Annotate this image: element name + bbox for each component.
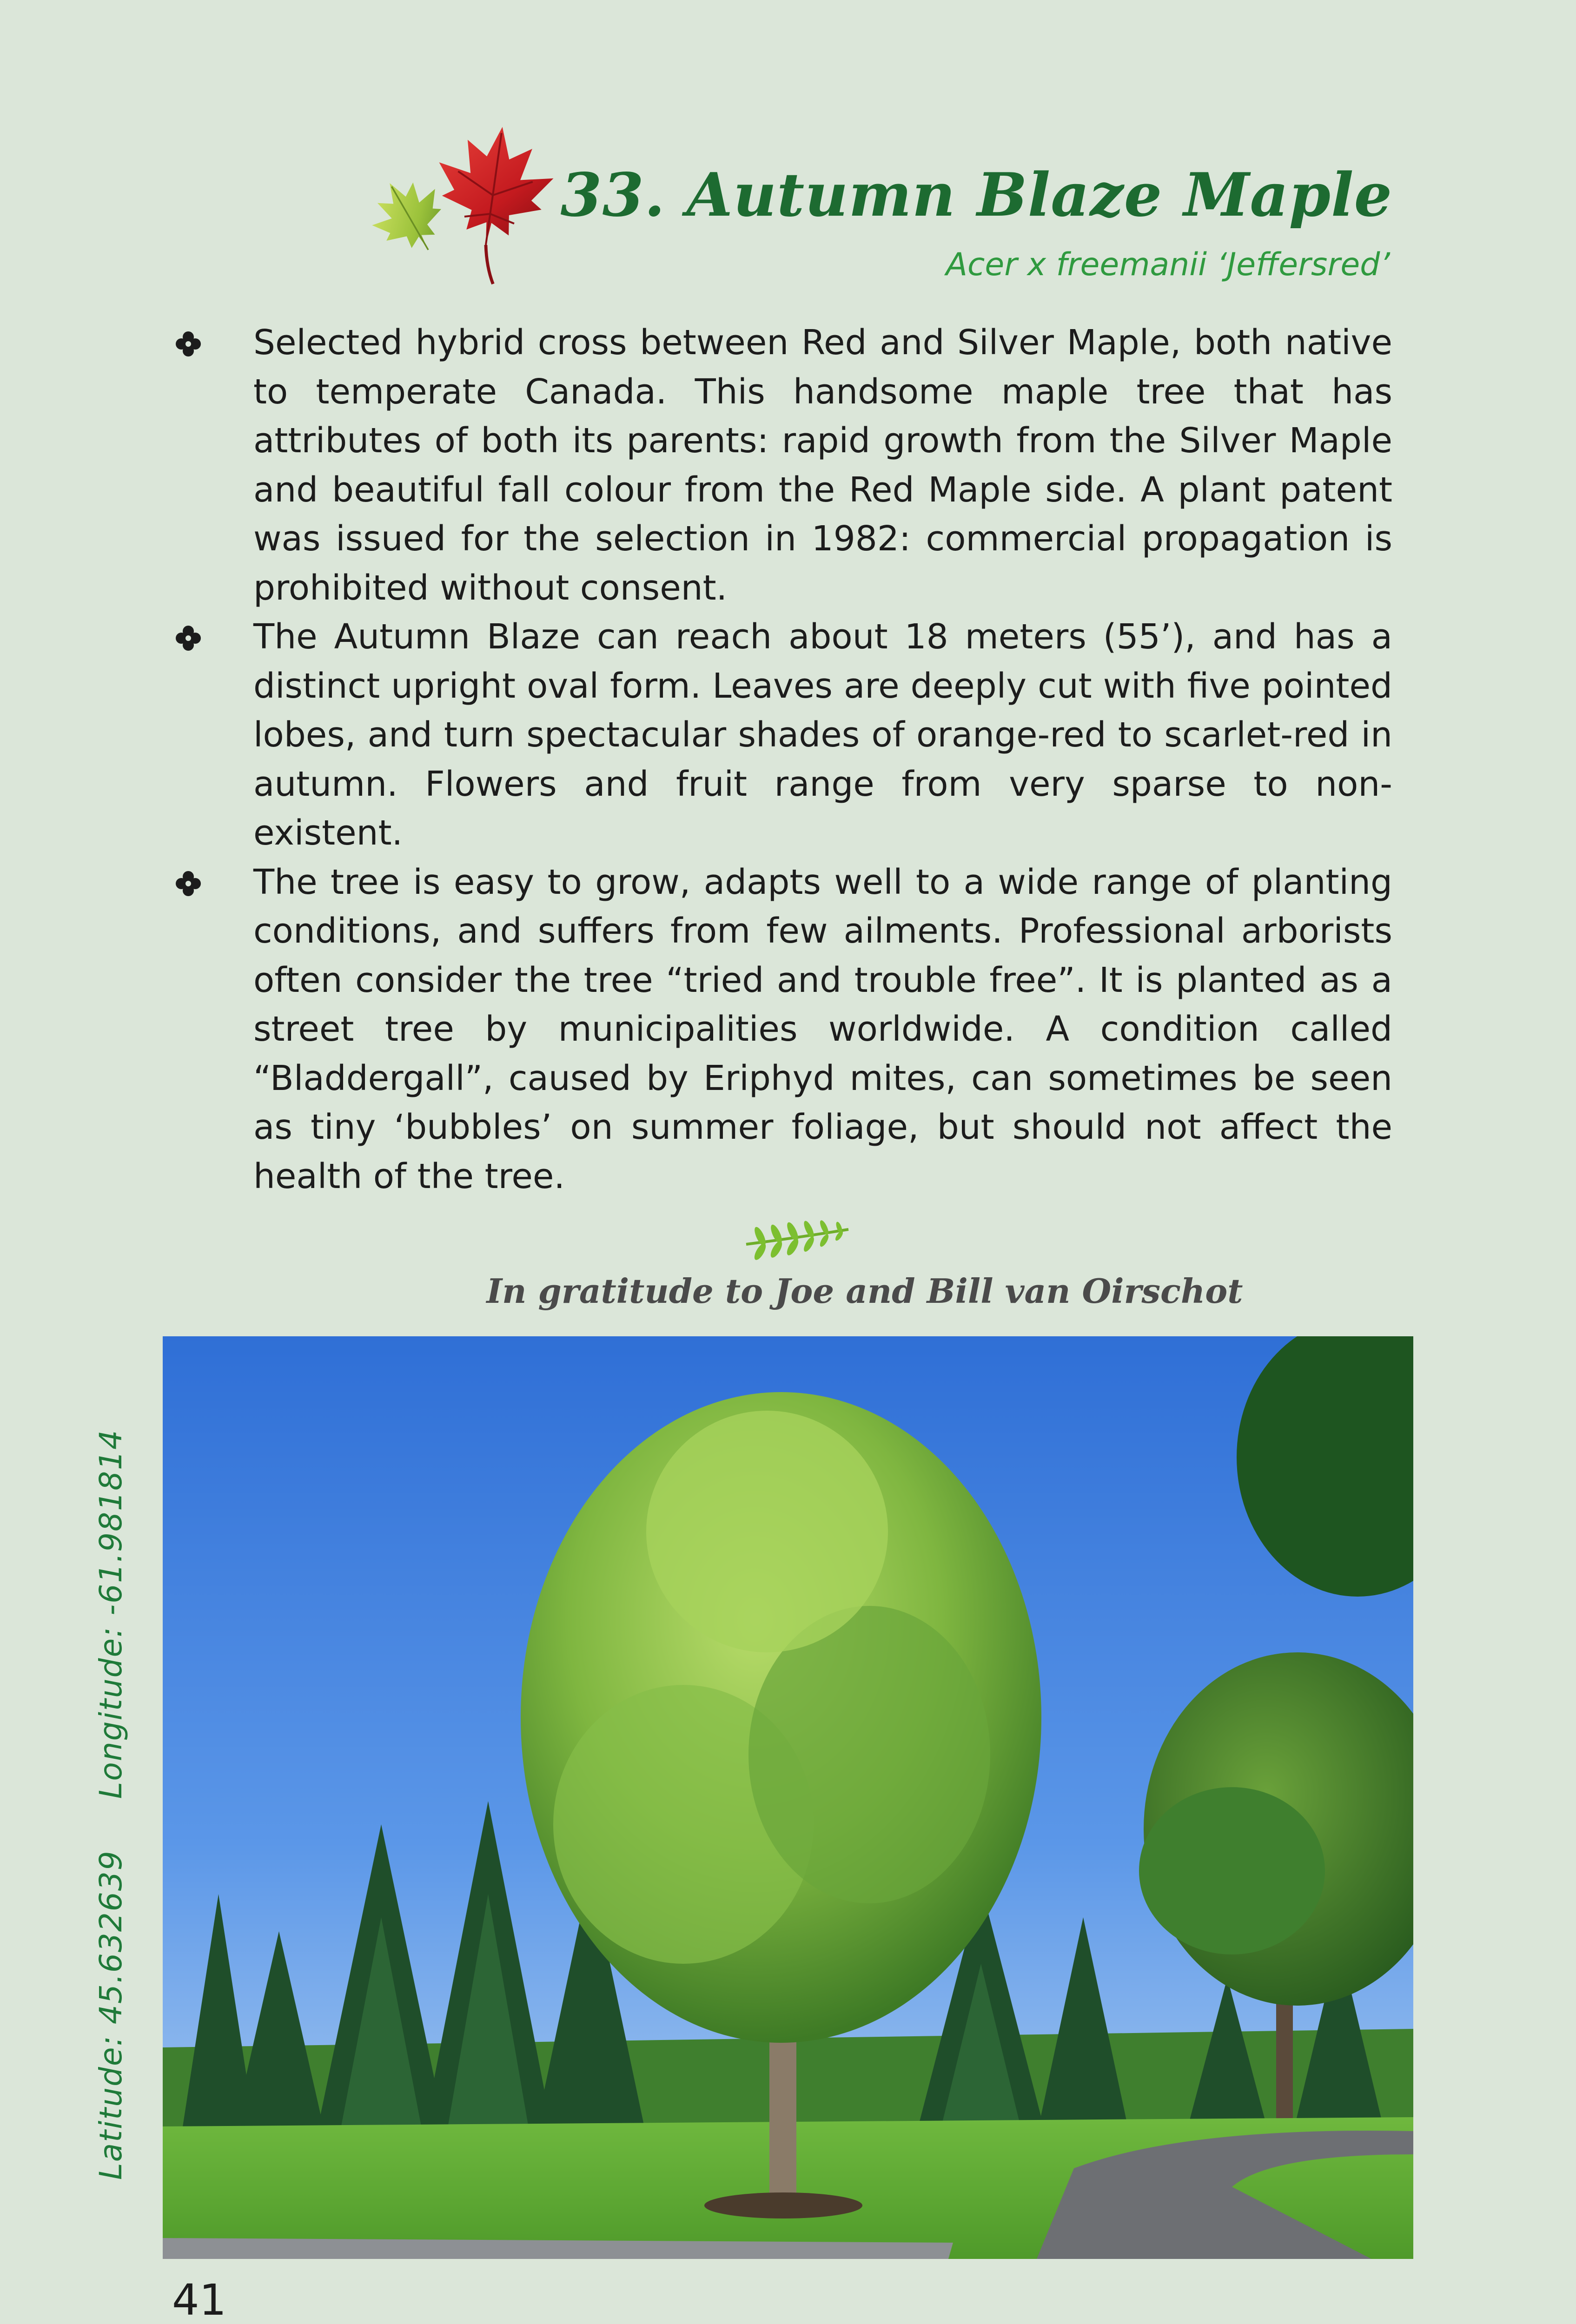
fern-leaf-icon bbox=[742, 1215, 853, 1262]
list-item bbox=[172, 613, 1392, 858]
flower-bullet-icon bbox=[172, 622, 205, 654]
bullet-text: The Autumn Blaze can reach about 18 meters (55’), and has a distinct upright oval form. Leaves are deeply cut with five pointed lobes, and turn spectacular shades of orange-red to scarlet-red in autumn. Flowers and fruit range from very sparse to non-existent. bbox=[253, 617, 1392, 853]
page-number: 41 bbox=[172, 2275, 227, 2324]
latitude: Latitude: 45.632639 bbox=[93, 1850, 129, 2180]
scientific-name: Acer x freemanii ‘Jeffersred’ bbox=[946, 246, 1390, 283]
page-title: 33. Autumn Blaze Maple bbox=[560, 160, 1392, 230]
bullet-text: The tree is easy to grow, adapts well to a wide range of planting conditions, and suffers from few ailments. Professional arborists often consider the tree “tried and trouble free”. It is planted as a street tree by municipalities worldwide. A condition called “Bladdergall”, caused by Eriphyd mites, can sometimes be seen as tiny ‘bubbles’ on summer foliage, but should not affect the health of the tree. bbox=[253, 862, 1392, 1196]
dedication-text: In gratitude to Joe and Bill van Oirschot bbox=[486, 1271, 1243, 1311]
autumn-blaze-maple-photo bbox=[163, 1336, 1413, 2259]
list-item bbox=[172, 318, 1392, 613]
list-item bbox=[172, 858, 1392, 1202]
longitude: Longitude: -61.981814 bbox=[93, 1429, 129, 1799]
maple-leaves-icon bbox=[360, 119, 579, 295]
description-list bbox=[172, 318, 1392, 1201]
flower-bullet-icon bbox=[172, 328, 205, 360]
flower-bullet-icon bbox=[172, 867, 205, 900]
bullet-text: Selected hybrid cross between Red and Silver Maple, both native to temperate Canada. This handsome maple tree that has attributes of both its parents: rapid growth from the Silver Maple and beautiful fall colour from the Red Maple side. A plant patent was issued for the selection in 1982: commercial propagation is prohibited without consent. bbox=[253, 323, 1392, 608]
gps-coordinates bbox=[93, 1429, 129, 2180]
